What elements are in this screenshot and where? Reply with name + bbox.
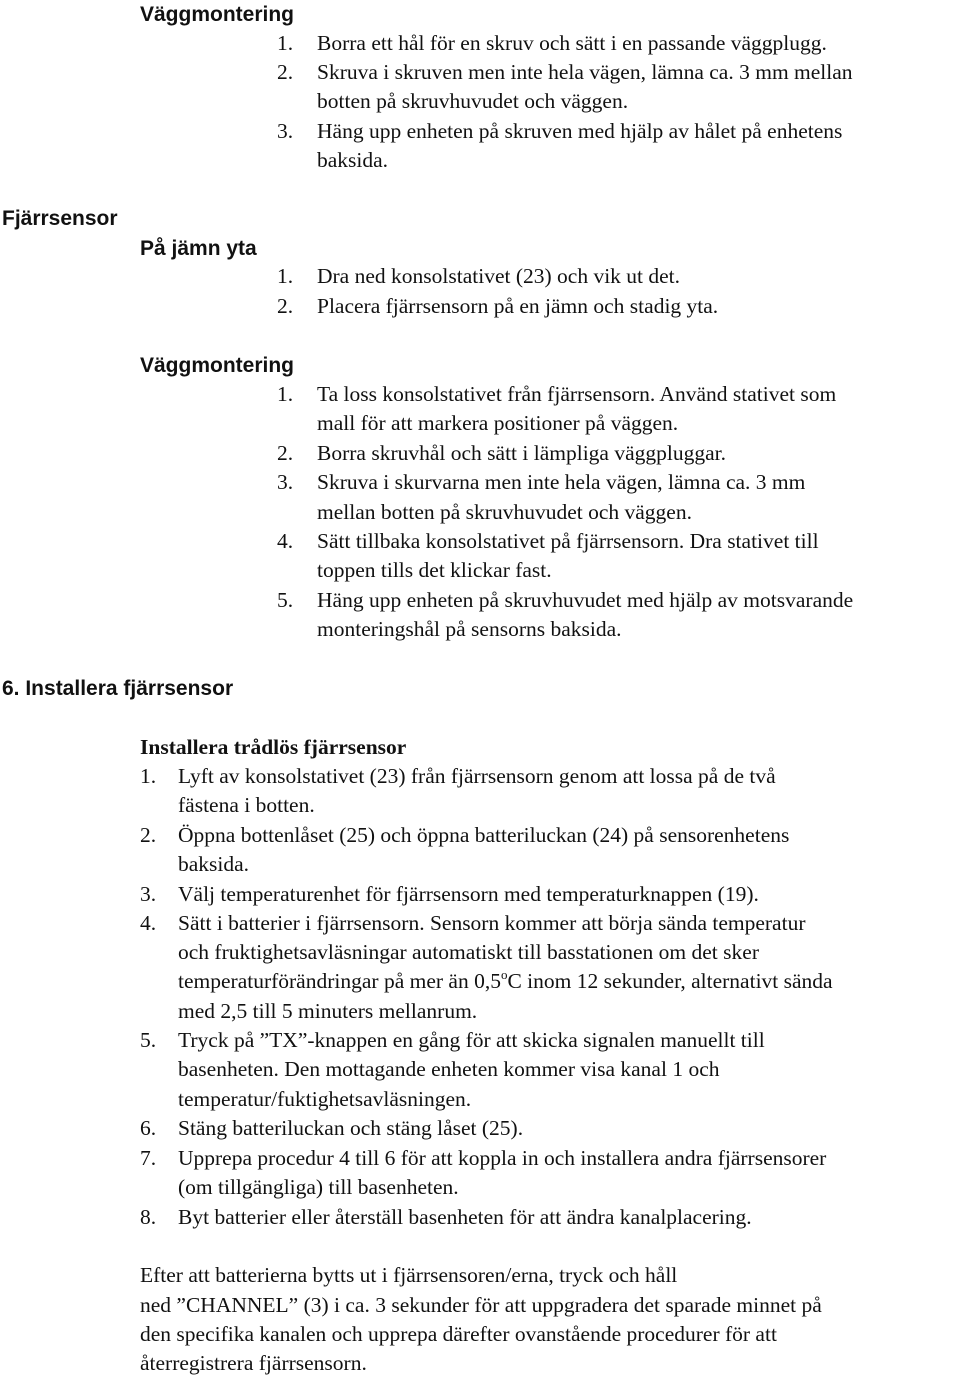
list-item-number: 5. bbox=[140, 1028, 157, 1052]
list-item-continuation: baksida. bbox=[178, 852, 250, 876]
list-item-continuation: basenheten. Den mottagande enheten kommer visa kanal 1 och bbox=[178, 1057, 720, 1081]
list-item-number: 2. bbox=[277, 441, 294, 465]
list-item-continuation: och fruktighetsavläsningar automatiskt till basstationen om det sker bbox=[178, 940, 759, 964]
flat-surface-heading: På jämn yta bbox=[140, 237, 257, 260]
list-item: Häng upp enheten på skruvhuvudet med hjälp av motsvarande bbox=[317, 588, 854, 612]
list-item: Skruva i skruven men inte hela vägen, lämna ca. 3 mm mellan bbox=[317, 60, 853, 84]
list-item: Dra ned konsolstativet (23) och vik ut det. bbox=[317, 264, 681, 288]
list-item-continuation: mall för att markera positioner på väggen. bbox=[317, 411, 679, 435]
list-item: Häng upp enheten på skruven med hjälp av hålet på enhetens bbox=[317, 119, 843, 143]
note-paragraph-line: den specifika kanalen och upprepa därefter ovanstående procedurer för att bbox=[140, 1322, 777, 1346]
list-item: Öppna bottenlåset (25) och öppna batteriluckan (24) på sensorenhetens bbox=[178, 823, 790, 847]
list-item-number: 4. bbox=[140, 911, 157, 935]
list-item-number: 4. bbox=[277, 529, 294, 553]
remote-sensor-heading: Fjärrsensor bbox=[2, 207, 118, 230]
list-item-continuation: temperatur/fuktighetsavläsningen. bbox=[178, 1087, 472, 1111]
list-item-continuation: botten på skruvhuvudet och väggen. bbox=[317, 89, 629, 113]
list-item: Upprepa procedur 4 till 6 för att koppla in och installera andra fjärrsensorer bbox=[178, 1146, 827, 1170]
list-item-number: 1. bbox=[277, 382, 294, 406]
degree-superscript: o bbox=[500, 967, 508, 982]
list-item-continuation: (om tillgängliga) till basenheten. bbox=[178, 1175, 459, 1199]
temperature-text: temperaturförändringar på mer än 0,5 bbox=[178, 969, 501, 993]
list-item-continuation: mellan botten på skruvhuvudet och väggen. bbox=[317, 500, 692, 524]
list-item-continuation bbox=[178, 967, 833, 993]
temperature-text-end: C inom 12 sekunder, alternativt sända bbox=[507, 969, 833, 993]
list-item: Byt batterier eller återställ basenheten för att ändra kanalplacering. bbox=[178, 1205, 752, 1229]
remote-wall-mounting-heading: Väggmontering bbox=[140, 354, 295, 377]
list-item-number: 2. bbox=[140, 823, 157, 847]
list-item-number: 5. bbox=[277, 588, 294, 612]
wireless-sensor-subheading: Installera trådlös fjärrsensor bbox=[140, 735, 407, 759]
list-item: Stäng batteriluckan och stäng låset (25). bbox=[178, 1116, 524, 1140]
list-item-number: 8. bbox=[140, 1205, 157, 1229]
list-item: Tryck på ”TX”-knappen en gång för att skicka signalen manuellt till bbox=[178, 1028, 765, 1052]
note-paragraph-line: återregistrera fjärrsensorn. bbox=[140, 1351, 367, 1375]
list-item-number: 2. bbox=[277, 294, 294, 318]
list-item-continuation: med 2,5 till 5 minuters mellanrum. bbox=[178, 999, 478, 1023]
list-item-continuation: baksida. bbox=[317, 148, 389, 172]
list-item-number: 3. bbox=[277, 470, 294, 494]
list-item-number: 3. bbox=[277, 119, 294, 143]
section-6-heading: 6. Installera fjärrsensor bbox=[2, 677, 234, 700]
note-paragraph-line: Efter att batterierna bytts ut i fjärrsensoren/erna, tryck och håll bbox=[140, 1263, 678, 1287]
list-item: Sätt i batterier i fjärrsensorn. Sensorn kommer att börja sända temperatur bbox=[178, 911, 806, 935]
list-item-number: 1. bbox=[277, 31, 294, 55]
list-item: Borra skruvhål och sätt i lämpliga väggpluggar. bbox=[317, 441, 727, 465]
list-item-number: 6. bbox=[140, 1116, 157, 1140]
list-item: Sätt tillbaka konsolstativet på fjärrsensorn. Dra stativet till bbox=[317, 529, 819, 553]
list-item-continuation: monteringshål på sensorns baksida. bbox=[317, 617, 622, 641]
list-item-number: 1. bbox=[140, 764, 157, 788]
note-paragraph-line: ned ”CHANNEL” (3) i ca. 3 sekunder för att uppgradera det sparade minnet på bbox=[140, 1293, 822, 1317]
list-item-continuation: toppen tills det klickar fast. bbox=[317, 558, 552, 582]
list-item: Borra ett hål för en skruv och sätt i en passande väggplugg. bbox=[317, 31, 827, 55]
list-item-number: 2. bbox=[277, 60, 294, 84]
list-item-number: 1. bbox=[277, 264, 294, 288]
list-item-number: 7. bbox=[140, 1146, 157, 1170]
list-item: Ta loss konsolstativet från fjärrsensorn. Använd stativet som bbox=[317, 382, 837, 406]
list-item: Placera fjärrsensorn på en jämn och stadig yta. bbox=[317, 294, 719, 318]
list-item-number: 3. bbox=[140, 882, 157, 906]
list-item: Välj temperaturenhet för fjärrsensorn med temperaturknappen (19). bbox=[178, 882, 759, 906]
list-item: Lyft av konsolstativet (23) från fjärrsensorn genom att lossa på de två bbox=[178, 764, 776, 788]
wall-mounting-heading: Väggmontering bbox=[140, 3, 295, 26]
list-item: Skruva i skurvarna men inte hela vägen, lämna ca. 3 mm bbox=[317, 470, 806, 494]
list-item-continuation: fästena i botten. bbox=[178, 793, 315, 817]
